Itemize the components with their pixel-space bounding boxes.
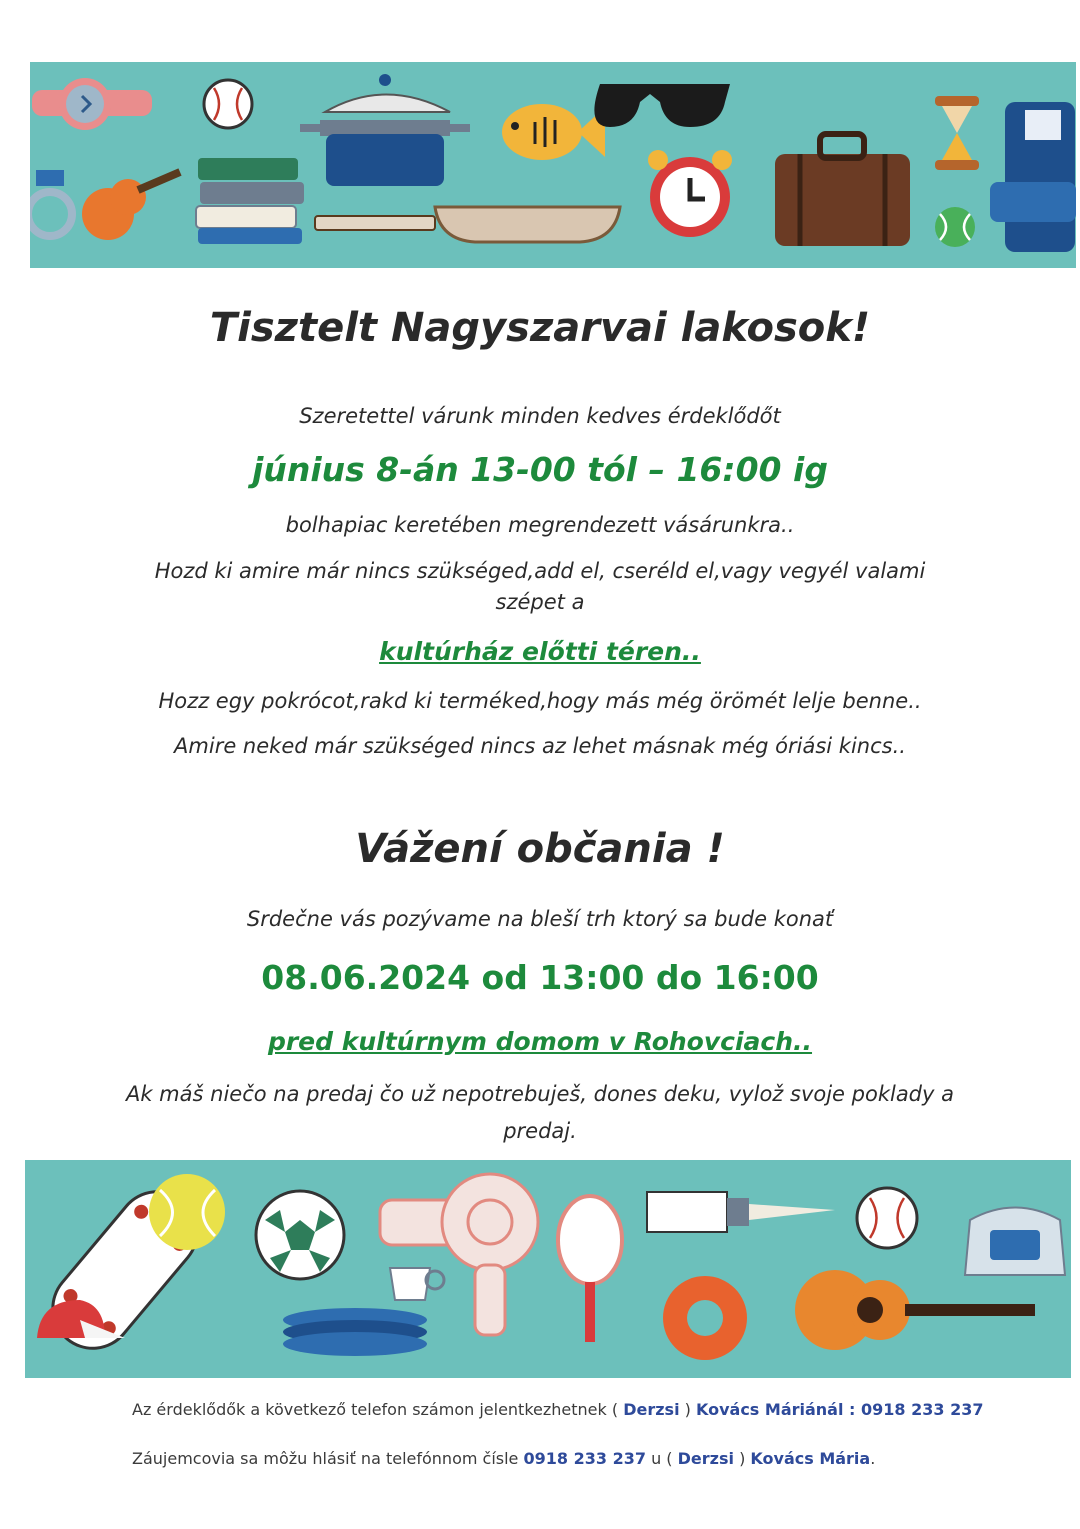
sk-sell-line1: Ak máš niečo na predaj čo už nepotrebuješ, dones deku, vylož svoje poklady a	[125, 1082, 954, 1106]
sk-contact-prefix: Záujemcovia sa môžu hlásiť na telefónnom čísle	[132, 1449, 519, 1468]
hair-dryer-icon	[380, 1174, 538, 1335]
hu-bring-line2: szépet a	[495, 590, 585, 614]
hu-contact-paren: )	[684, 1400, 691, 1419]
fish-icon	[502, 104, 605, 160]
hu-contact-line	[132, 1400, 983, 1419]
hu-contact-prefix: Az érdeklődők a következő telefon számon jelentkezhetnek (	[132, 1400, 619, 1419]
plates-icon	[283, 1308, 427, 1356]
sk-place: pred kultúrnym domom v Rohovciach..	[267, 1027, 813, 1056]
bottom-banner	[25, 1160, 1071, 1378]
sk-contact-mid: u (	[651, 1449, 673, 1468]
baseball-icon	[857, 1188, 917, 1248]
baseball-icon	[204, 80, 252, 128]
sk-date: 08.06.2024 od 13:00 do 16:00	[261, 958, 819, 997]
hu-title: Tisztelt Nagyszarvai lakosok!	[209, 305, 871, 351]
tennis-ball-icon	[935, 207, 975, 247]
hu-welcome: Szeretettel várunk minden kedves érdeklődőt	[299, 404, 781, 428]
sk-contact-name: Kovács Mária	[750, 1449, 871, 1468]
guitar-icon	[82, 172, 180, 240]
suitcase-icon	[775, 134, 910, 246]
ring-icon	[30, 170, 72, 236]
soccer-ball-icon	[256, 1191, 344, 1279]
frying-pan-icon	[315, 207, 620, 242]
hourglass-icon	[935, 96, 979, 170]
hu-context: bolhapiac keretében megrendezett vásárunkra..	[285, 513, 795, 537]
hu-blanket: Hozz egy pokrócot,rakd ki terméked,hogy más még örömét lelje benne..	[158, 689, 922, 713]
tennis-ball-icon	[149, 1174, 225, 1250]
watch-icon	[32, 78, 152, 130]
armchair-icon	[990, 102, 1076, 252]
paintbrush-icon	[647, 1192, 835, 1232]
telephone-icon	[965, 1208, 1065, 1276]
sk-sell-line2: predaj.	[503, 1119, 577, 1143]
tennis-racket-icon	[558, 1196, 622, 1342]
sk-contact-phone: 0918 233 237	[523, 1449, 646, 1468]
sk-title: Vážení občania !	[355, 826, 725, 872]
hu-treasure: Amire neked már szükséged nincs az lehet másnak még óriási kincs..	[174, 734, 906, 758]
top-banner	[30, 62, 1076, 268]
alarm-clock-icon	[648, 150, 732, 237]
hu-place: kultúrház előtti téren..	[379, 637, 701, 666]
hu-contact-derzsi: Derzsi	[623, 1400, 680, 1419]
hu-bring-line1: Hozd ki amire már nincs szükséged,add el, cseréld el,vagy vegyél valami	[154, 559, 926, 583]
hu-date: június 8-án 13-00 tól – 16:00 ig	[252, 450, 828, 489]
sk-contact-end: .	[870, 1449, 876, 1468]
gear-icon	[663, 1276, 747, 1360]
guitar-icon	[795, 1270, 1035, 1350]
sk-contact-paren: )	[739, 1449, 746, 1468]
hu-contact-name: Kovács Máriánál : 0918 233 237	[695, 1400, 984, 1419]
books-icon	[196, 158, 304, 244]
sk-invite: Srdečne vás pozývame na bleší trh ktorý sa bude konať	[246, 907, 834, 931]
pot-icon	[300, 74, 470, 186]
cup-icon	[390, 1268, 444, 1300]
sk-contact-line	[132, 1449, 875, 1468]
sk-contact-derzsi: Derzsi	[677, 1449, 734, 1468]
sunglasses-icon	[594, 84, 730, 127]
